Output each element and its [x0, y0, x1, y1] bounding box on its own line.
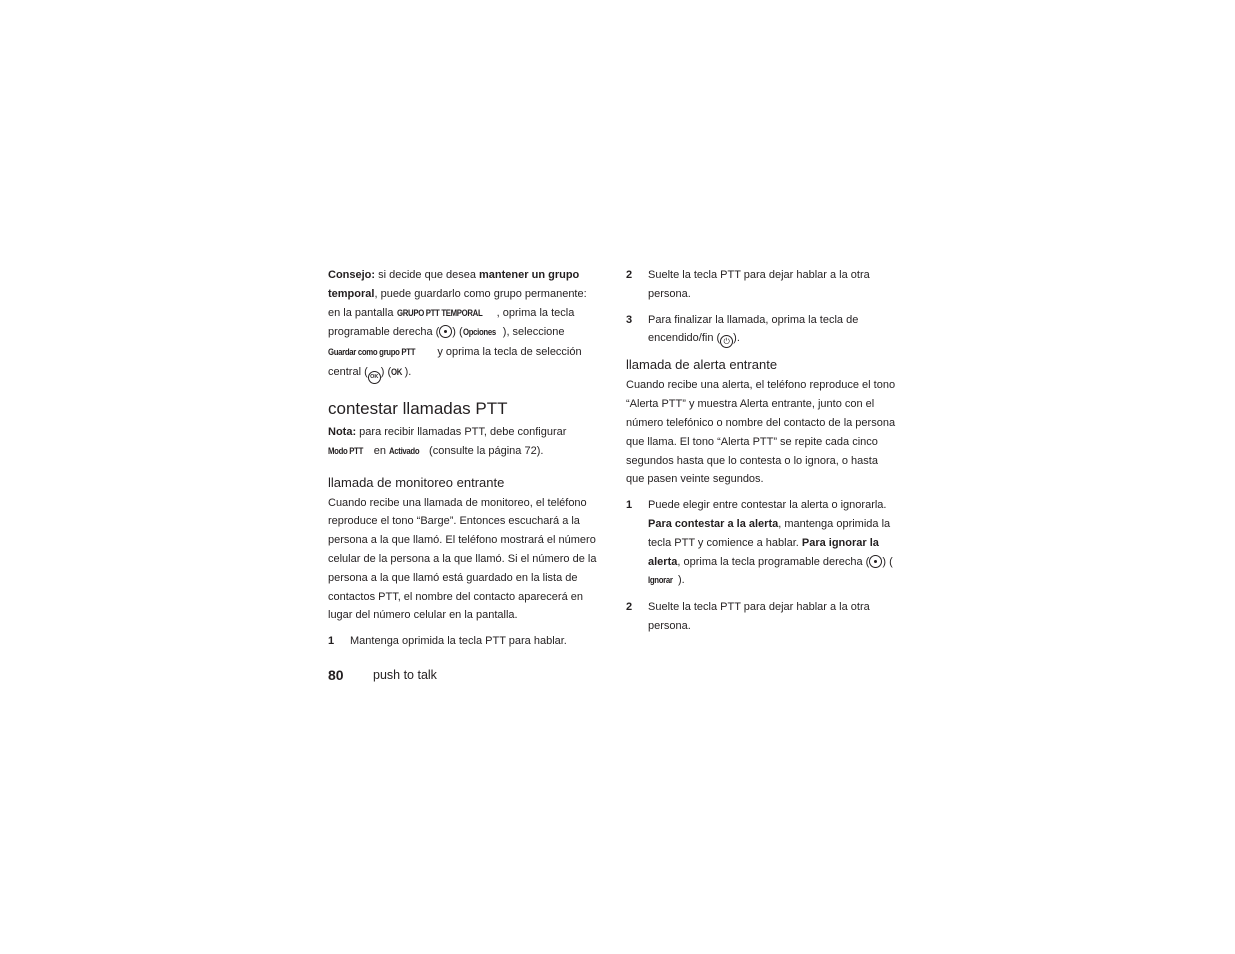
- step-item: [626, 598, 898, 636]
- step-text: Mantenga oprimida la tecla PTT para hablar.: [350, 635, 567, 648]
- page-number: 80: [328, 667, 344, 683]
- step-number: 3: [626, 313, 633, 326]
- subheading-alerta: llamada de alerta entrante: [626, 357, 778, 373]
- display-text-modo-ptt: Modo PTT: [328, 445, 364, 457]
- nav-key-icon: [869, 555, 882, 568]
- tip-paragraph: Consejo: si decide que desea mantener un grupo temporal, puede guardarlo como grupo permanente: en la pantalla GRUPO PTT TEMPORAL , oprima la tecla programable derecha ( ) (Opciones ), seleccione Guardar como grupo PTT y oprima la tecla de selección central ( OK ) (OK ).: [328, 266, 600, 384]
- display-text-ok: OK: [391, 366, 403, 378]
- step-number: 1: [328, 635, 335, 648]
- section-title: push to talk: [373, 668, 437, 682]
- page-footer: [328, 665, 437, 686]
- display-text-activado: Activado: [389, 445, 420, 457]
- step-item: [328, 632, 600, 651]
- left-column: [328, 266, 600, 651]
- step-item: 3 Para finalizar la llamada, oprima la tecla de encendido/fin ( ⏻ ).: [626, 311, 898, 349]
- tip-bold: mantener un grupo temporal: [328, 269, 580, 300]
- alerta-paragraph: Cuando recibe una alerta, el teléfono reproduce el tono “Alerta PTT” y muestra Alerta entrante, junto con el número telefónico o nombre del contacto de la persona que llama. El tono “Alerta PTT” se repite cada cinco segundos hasta que lo contesta o lo ignora, o hasta que pasen veinte segundos.: [626, 379, 896, 486]
- display-text-grupo-ptt-temporal: GRUPO PTT TEMPORAL: [396, 307, 482, 319]
- step-text: Suelte la tecla PTT para dejar hablar a la otra persona.: [648, 601, 870, 632]
- step-item: [626, 266, 898, 304]
- right-column: [626, 266, 898, 636]
- section-heading: contestar llamadas PTT: [328, 398, 508, 418]
- display-text-guardar: Guardar como grupo PTT: [328, 347, 416, 359]
- display-text-opciones: Opciones: [462, 327, 496, 339]
- subheading-monitoreo: llamada de monitoreo entrante: [328, 474, 505, 490]
- step-number: 2: [626, 269, 633, 281]
- monitoreo-paragraph: Cuando recibe una llamada de monitoreo, el teléfono reproduce el tono “Barge”. Entonces escuchará a la persona a la que llamó. El teléfono mostrará el número celular de la persona a la que llamó. Si el número de la persona a la que llamó está guardado en la lista de contactos PTT, el nombre del contacto aparecerá en lugar del número celular en la pantalla.: [328, 496, 597, 622]
- step-text: Suelte la tecla PTT para dejar hablar a la otra persona.: [648, 269, 870, 300]
- step-number: 2: [626, 601, 633, 614]
- step-item: 1 Puede elegir entre contestar la alerta o ignorarla. Para contestar a la alerta, mantenga oprimida la tecla PTT y comience a hablar. Para ignorar la alerta, oprima la tecla programable derecha ( ) (Ignorar ).: [626, 496, 898, 591]
- note-label: Nota:: [328, 425, 357, 438]
- nav-key-icon: [439, 325, 452, 338]
- note-paragraph: Nota: para recibir llamadas PTT, debe configurar Modo PTT en Activado (consulte la página 72).: [328, 423, 600, 462]
- tip-label: Consejo:: [328, 269, 376, 281]
- display-text-ignorar: Ignorar: [648, 575, 673, 587]
- power-end-key-icon: ⏻: [720, 335, 733, 348]
- ok-key-icon: OK: [368, 371, 381, 384]
- step-number: 1: [626, 499, 633, 512]
